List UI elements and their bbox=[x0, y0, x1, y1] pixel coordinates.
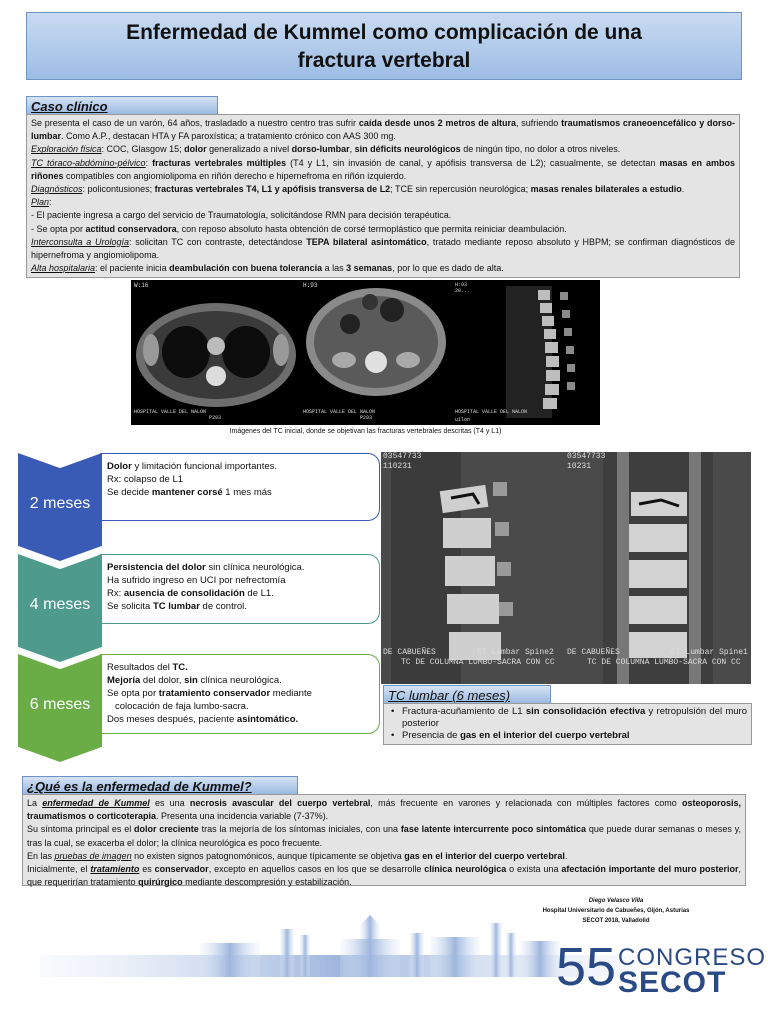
lumbar-right-label: DE CABUEÑES bbox=[567, 648, 620, 657]
caso-para-8: Interconsulta a Urología: solicitan TC con contraste, detectándose TEPA bilateral asintomático, tratado mediante reposo absoluto y HBPM; se confirman diagnósticos de hipernefroma y angiomiolipoma. bbox=[31, 236, 735, 261]
caso-para-4: Diagnósticos: policontusiones; fracturas vertebrales T4, L1 y apófisis transversa de L2; TCE sin repercusión neurológica; masas renales bilaterales a estudio. bbox=[31, 184, 685, 195]
lumbar-right-id: 03547733 bbox=[567, 452, 606, 461]
lumbar-left-num: 110231 bbox=[383, 462, 412, 471]
ct-abdomen-drawing bbox=[300, 280, 452, 425]
lumbar-left-id: 03547733 bbox=[383, 452, 422, 461]
ct2-bottom-label: HOSPITAL VALLE DEL NALON bbox=[303, 409, 376, 415]
lumbar-ct-left bbox=[381, 452, 563, 684]
timeline-box-6-meses: Resultados del TC. Mejoría del dolor, sin clínica neurológica. Se opta por tratamiento conservador mediante colocación de faja lumbo-sacra. Dos meses después, paciente asintomático. bbox=[100, 654, 380, 734]
caso-para-3: TC tóraco-abdómino-pélvico: fracturas vertebrales múltiples (T4 y L1, sin invasión de canal, y apófisis transversa de L2); casualmente, se detectan masas en ambos riñones compatibles con angiomiolipoma en riñón derecho e hipernefroma en riñón izquierdo. bbox=[31, 157, 735, 181]
ct3-bottom-label: HOSPITAL VALLE DEL NALON bbox=[455, 409, 528, 415]
caso-para-9: Alta hospitalaria: el paciente inicia deambulación con buena tolerancia a las 3 semanas, por lo que es dado de alta. bbox=[31, 263, 504, 274]
logo-congreso: CONGRESO bbox=[618, 944, 767, 971]
tc-lumbar-item-1: • Fractura-acuñamiento de L1 sin consolidación efectiva y retropulsión del muro posterior bbox=[388, 706, 747, 730]
caso-para-5: Plan: bbox=[31, 197, 52, 208]
tc-lumbar-item-2: • Presencia de gas en el interior del cuerpo vertebral bbox=[388, 730, 747, 742]
ct-sagittal-drawing bbox=[452, 280, 600, 425]
lumbar-right-desc: TC DE COLUMNA LUMBO-SACRA CON CC bbox=[587, 658, 741, 667]
kummel-para-2: Su síntoma principal es el dolor creciente tras la mejoría de los síntomas iniciales, con una fase latente intercurrente poco sintomática que puede durar semanas o meses y, tras la cual, se exacerba el dolor; la clínica neurológica es poco frecuente. bbox=[27, 824, 741, 848]
lumbar-right-num: 10231 bbox=[567, 462, 592, 471]
kummel-text bbox=[22, 794, 746, 886]
ct1-code: P293 bbox=[209, 415, 222, 421]
logo-secot: SECOT bbox=[618, 966, 727, 999]
ct3-code: uilon bbox=[455, 417, 471, 423]
footer-author: Diego Velasco Villa bbox=[588, 898, 644, 904]
title-line-1: Enfermedad de Kummel como complicación de una bbox=[126, 21, 642, 44]
tc-lumbar-heading: TC lumbar (6 meses) bbox=[383, 685, 551, 704]
caso-para-1: Se presenta el caso de un varón, 64 años, trasladado a nuestro centro tras sufrir caída desde unos 2 metros de altura, sufriendo traumatismos craneoencefálico y dorso-lumbar. Como A.P., destacan HTA y FA paroxística; a tratamiento crónico con AAS 300 mg. bbox=[31, 118, 735, 142]
poster-title bbox=[26, 12, 742, 80]
ct1-bottom-label: HOSPITAL VALLE DEL NALON bbox=[134, 409, 207, 415]
kummel-heading: ¿Qué es la enfermedad de Kummel? bbox=[22, 776, 298, 795]
timeline-box-4-meses: Persistencia del dolor sin clínica neurológica. Ha sufrido ingreso en UCI por nefrectomía Rx: ausencia de consolidación de L1. Se solicita TC lumbar de control. bbox=[100, 554, 380, 624]
ct-abdomen-image bbox=[300, 280, 452, 425]
lumbar-left-label: DE CABUEÑES bbox=[383, 648, 436, 657]
ct2-top-label: H:93 bbox=[303, 282, 318, 289]
title-line-2: fractura vertebral bbox=[297, 49, 471, 72]
timeline-label-2-meses: 2 meses bbox=[29, 495, 91, 512]
caso-para-2: Exploración física: COC, Glasgow 15; dolor generalizado a nivel dorso-lumbar, sin déficits neurológicos de ningún tipo, no dolor a otros niveles. bbox=[31, 144, 621, 155]
logo-number: 55 bbox=[556, 937, 617, 997]
tc-lumbar-list bbox=[388, 706, 747, 742]
lumbar-left-desc: TC DE COLUMNA LUMBO-SACRA CON CC bbox=[401, 658, 555, 667]
footer-event: SECOT 2018, Valladolid bbox=[582, 918, 650, 924]
kummel-para-3: En las pruebas de imagen no existen signos patognomónicos, aunque típicamente se objetiva gas en el interior del cuerpo vertebral. bbox=[27, 850, 568, 861]
ct-thorax-drawing bbox=[131, 280, 301, 425]
timeline-box-2-meses: Dolor y limitación funcional importantes. Rx: colapso de L1 Se decide mantener corsé 1 mes más bbox=[100, 453, 380, 521]
tc-lumbar-box bbox=[383, 703, 752, 745]
kummel-para-4: Inicialmente, el tratamiento es conservador, excepto en aquellos casos en los que se desarrolle clínica neurológica o exista una afectación importante del muro posterior, que requerirían tratamiento quirúrgico mediante descompresión y estabilización. bbox=[27, 864, 741, 888]
caso-para-6: - El paciente ingresa a cargo del servicio de Traumatología, solicitándose RMN para decisión terapéutica. bbox=[31, 210, 452, 221]
ct2-code: P293 bbox=[360, 415, 373, 421]
ct3-header-lines: H:93 20... bbox=[455, 282, 471, 294]
lumbar-ct-right bbox=[563, 452, 751, 684]
footer-hospital: Hospital Universitario de Cabueñes, Gijón, Asturias bbox=[542, 908, 690, 914]
ct-caption: Imágenes del TC inicial, donde se objetivan las fracturas vertebrales descritas (T4 y L1) bbox=[229, 428, 502, 435]
timeline-label-4-meses: 4 meses bbox=[29, 596, 91, 613]
congreso-secot-logo bbox=[556, 937, 767, 1000]
ct-thorax-image bbox=[131, 280, 301, 425]
timeline-label-6-meses: 6 meses bbox=[29, 696, 91, 713]
kummel-para-1: La enfermedad de Kummel es una necrosis avascular del cuerpo vertebral, más frecuente en varones y relacionada con múltiples factores como osteoporosis, traumatismos o corticoterapia. Presenta una incidencia variable (7-37%). bbox=[27, 798, 742, 822]
ct1-top-label: W:16 bbox=[134, 282, 149, 289]
caso-para-7: - Se opta por actitud conservadora, con reposo absoluto hasta obtención de corsé termoplástico que permita reiniciar deambulación. bbox=[31, 223, 567, 234]
ct-sagittal-image bbox=[452, 280, 600, 425]
caso-clinico-text bbox=[26, 114, 740, 278]
lumbar-left-series: CT Lumbar Spine2 bbox=[477, 648, 554, 657]
caso-clinico-heading: Caso clínico bbox=[26, 96, 218, 115]
lumbar-right-series: CT Lumbar Spine1 bbox=[671, 648, 748, 657]
